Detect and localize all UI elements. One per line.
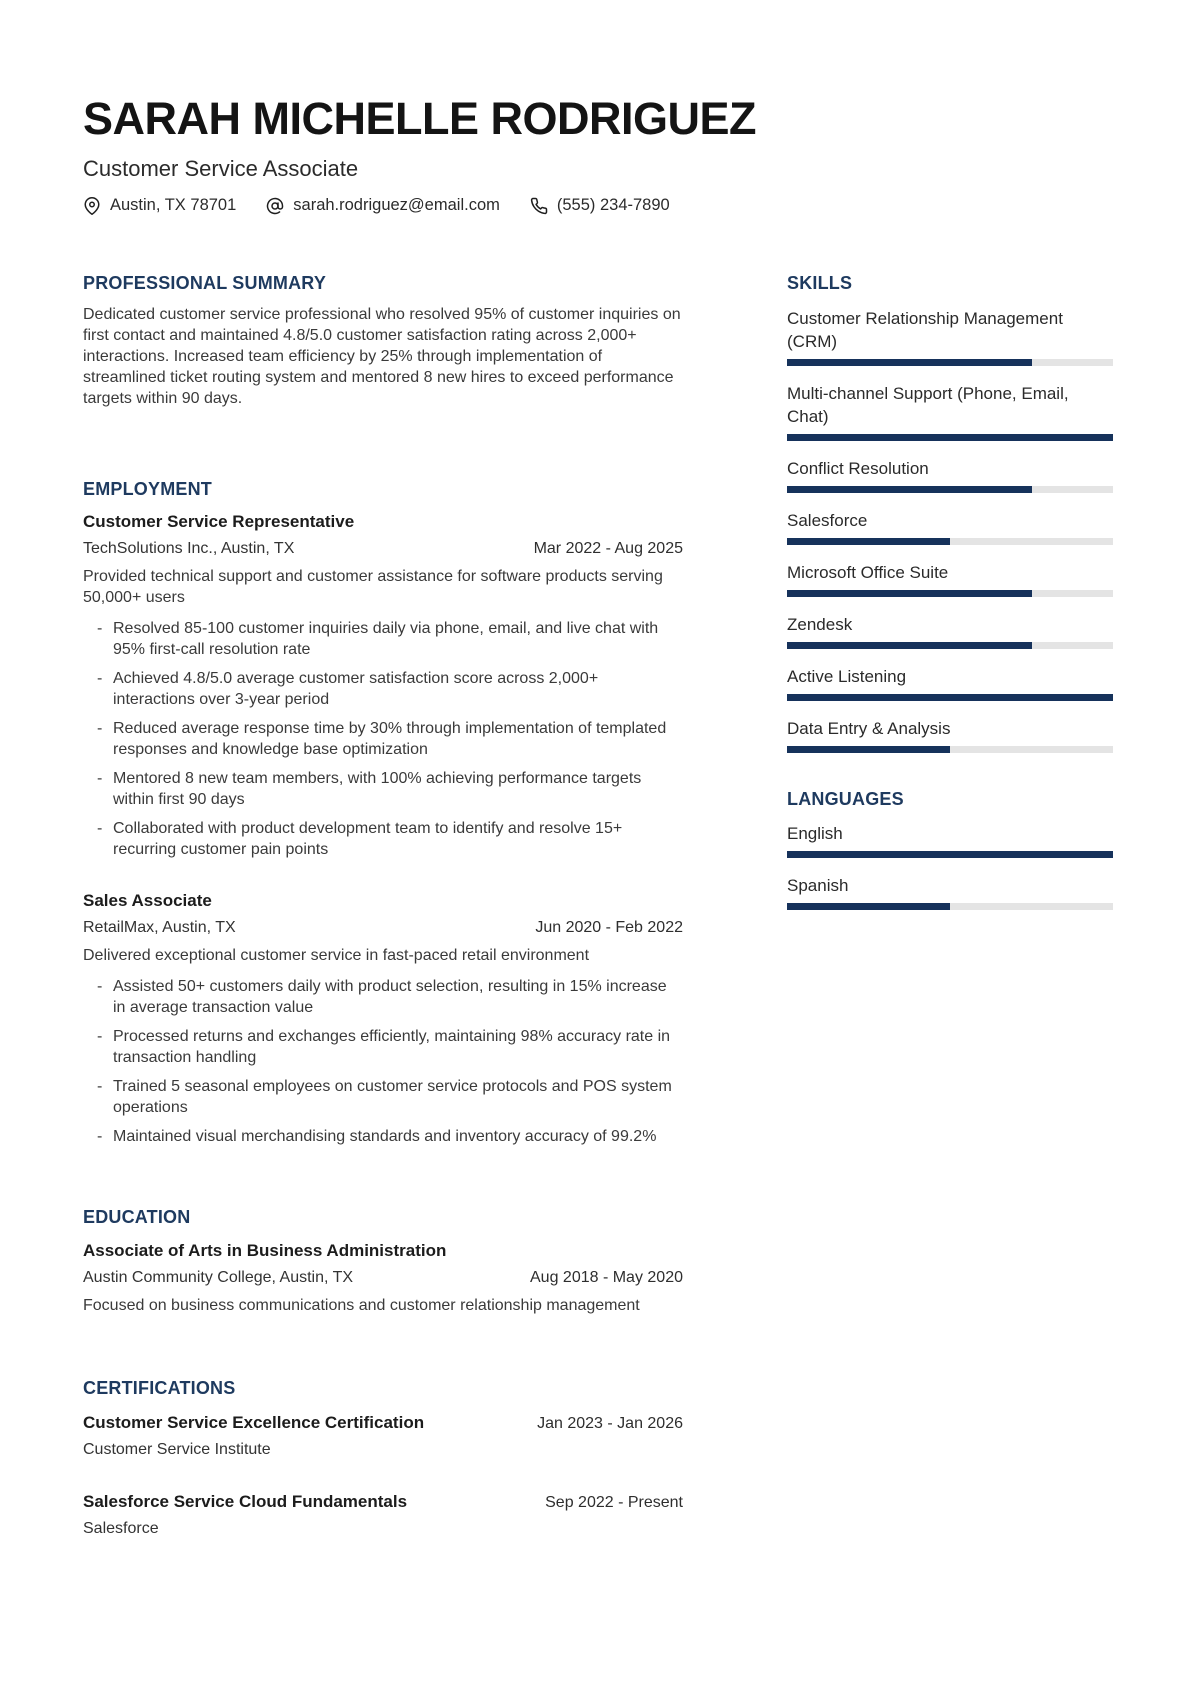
skill-item (787, 822, 1113, 858)
skill-label: Customer Relationship Management (CRM) (787, 308, 1063, 351)
skill-bar-track (787, 694, 1113, 701)
certification-issuer: Salesforce (83, 1519, 159, 1537)
skill-bar-fill (787, 434, 1113, 441)
contact-location (83, 196, 236, 215)
skill-bar-track (787, 538, 1113, 545)
degree-title: Associate of Arts in Business Administration (83, 1240, 447, 1260)
job-bullet: - Achieved 4.8/5.0 average customer satisfaction score across 2,000+ interactions over 3-year period (83, 668, 683, 710)
skill-label: Data Entry & Analysis (787, 718, 951, 738)
jobs-list (83, 511, 683, 1147)
resume-header (83, 93, 1113, 215)
phone-text: (555) 234-7890 (556, 196, 670, 214)
languages-list (787, 822, 1113, 910)
skill-label: Microsoft Office Suite (787, 562, 949, 582)
job-title: Customer Service Representative (83, 512, 355, 532)
skill-item (787, 665, 1113, 701)
section-certifications (83, 1378, 683, 1538)
skill-bar-track (787, 903, 1113, 910)
skill-bar-track (787, 359, 1113, 366)
skill-item (787, 307, 1113, 366)
skill-item (787, 457, 1113, 493)
job-company: RetailMax, Austin, TX (83, 919, 236, 937)
job-bullet: - Trained 5 seasonal employees on customer service protocols and POS system operations (83, 1076, 683, 1118)
job-description: Provided technical support and customer assistance for software products serving 50,000+ users (83, 568, 663, 607)
job-bullets (83, 618, 683, 860)
skill-label: Salesforce (787, 510, 868, 530)
certification-title: Customer Service Excellence Certification (83, 1412, 425, 1432)
education-heading: EDUCATION (83, 1207, 191, 1228)
skill-bar-track (787, 486, 1113, 493)
job-bullet: - Collaborated with product development team to identify and resolve 15+ recurring customer pain points (83, 818, 683, 860)
contact-email (266, 196, 500, 215)
skill-bar-track (787, 746, 1113, 753)
section-education (83, 1207, 683, 1316)
skill-bar-fill (787, 851, 1113, 858)
school-name: Austin Community College, Austin, TX (83, 1269, 354, 1287)
skill-bar-track (787, 851, 1113, 858)
phone-icon (530, 197, 548, 215)
sidebar-column (787, 273, 1113, 1538)
job-bullet: - Processed returns and exchanges efficiently, maintaining 98% accuracy rate in transaction handling (83, 1026, 683, 1068)
job-entry (83, 890, 683, 1147)
skill-bar-fill (787, 903, 950, 910)
skill-label: Spanish (787, 876, 849, 896)
skill-label: English (787, 824, 843, 844)
certification-dates: Jan 2023 - Jan 2026 (537, 1414, 683, 1432)
employment-heading: EMPLOYMENT (83, 478, 213, 499)
job-bullet: - Maintained visual merchandising standards and inventory accuracy of 99.2% (83, 1126, 683, 1147)
person-job-title: Customer Service Associate (83, 156, 359, 181)
skill-bar-fill (787, 486, 1032, 493)
job-bullet: - Mentored 8 new team members, with 100% achieving performance targets within first 90 days (83, 768, 683, 810)
contact-phone (530, 196, 670, 215)
skill-item (787, 509, 1113, 545)
main-column (83, 273, 683, 1538)
job-bullet: - Resolved 85-100 customer inquiries daily via phone, email, and live chat with 95% first-call resolution rate (83, 618, 683, 660)
skill-bar-track (787, 642, 1113, 649)
skill-bar-fill (787, 694, 1113, 701)
person-name: SARAH MICHELLE RODRIGUEZ (83, 93, 756, 144)
skill-bar-fill (787, 538, 950, 545)
languages-heading: LANGUAGES (787, 788, 904, 809)
skills-heading: SKILLS (787, 273, 853, 293)
education-dates: Aug 2018 - May 2020 (530, 1269, 683, 1287)
skill-item (787, 561, 1113, 597)
skill-label: Conflict Resolution (787, 458, 929, 478)
skill-bar-fill (787, 642, 1032, 649)
location-pin-icon (83, 197, 101, 215)
skill-bar-fill (787, 359, 1032, 366)
skill-item (787, 717, 1113, 753)
skill-bar-fill (787, 590, 1032, 597)
section-languages (787, 789, 1113, 911)
skill-item (787, 613, 1113, 649)
skill-item (787, 382, 1113, 441)
contact-row (83, 196, 1113, 215)
skill-bar-fill (787, 746, 950, 753)
job-bullet: - Assisted 50+ customers daily with product selection, resulting in 15% increase in average transaction value (83, 976, 683, 1018)
job-bullet: - Reduced average response time by 30% through implementation of templated responses and knowledge base optimization (83, 718, 683, 760)
job-title: Sales Associate (83, 891, 212, 911)
job-bullets (83, 976, 683, 1147)
skill-bar-track (787, 590, 1113, 597)
job-dates: Mar 2022 - Aug 2025 (533, 540, 683, 558)
job-description: Delivered exceptional customer service in fast-paced retail environment (83, 947, 590, 965)
certification-entry (83, 1491, 683, 1538)
certification-title: Salesforce Service Cloud Fundamentals (83, 1491, 408, 1511)
skill-bar-track (787, 434, 1113, 441)
skill-label: Zendesk (787, 614, 853, 634)
certification-issuer: Customer Service Institute (83, 1440, 271, 1458)
email-text: sarah.rodriguez@email.com (293, 196, 500, 214)
section-skills (787, 273, 1113, 753)
skills-list (787, 307, 1113, 753)
skill-label: Active Listening (787, 666, 907, 686)
education-description: Focused on business communications and customer relationship management (83, 1297, 640, 1315)
job-dates: Jun 2020 - Feb 2022 (535, 919, 683, 937)
section-professional-summary (83, 273, 683, 409)
summary-text: Dedicated customer service professional who resolved 95% of customer inquiries on first contact and maintained 4.8/5.0 customer satisfaction rating across 2,000+ interactions. Increased team efficiency by 25% through implementation of streamlined ticket routing system and mentored 8 new hires to exceed performance targets within 90 days. (83, 305, 681, 407)
certifications-heading: CERTIFICATIONS (83, 1378, 236, 1399)
job-entry (83, 511, 683, 860)
summary-heading: PROFESSIONAL SUMMARY (83, 273, 327, 293)
section-employment (83, 479, 683, 1148)
location-text: Austin, TX 78701 (110, 196, 237, 214)
job-company: TechSolutions Inc., Austin, TX (83, 540, 295, 558)
skill-item (787, 874, 1113, 910)
skill-label: Multi-channel Support (Phone, Email, Chat) (787, 383, 1069, 426)
certification-entry (83, 1412, 683, 1459)
at-sign-icon (266, 197, 284, 215)
certification-dates: Sep 2022 - Present (545, 1493, 683, 1511)
certifications-list (83, 1412, 683, 1538)
